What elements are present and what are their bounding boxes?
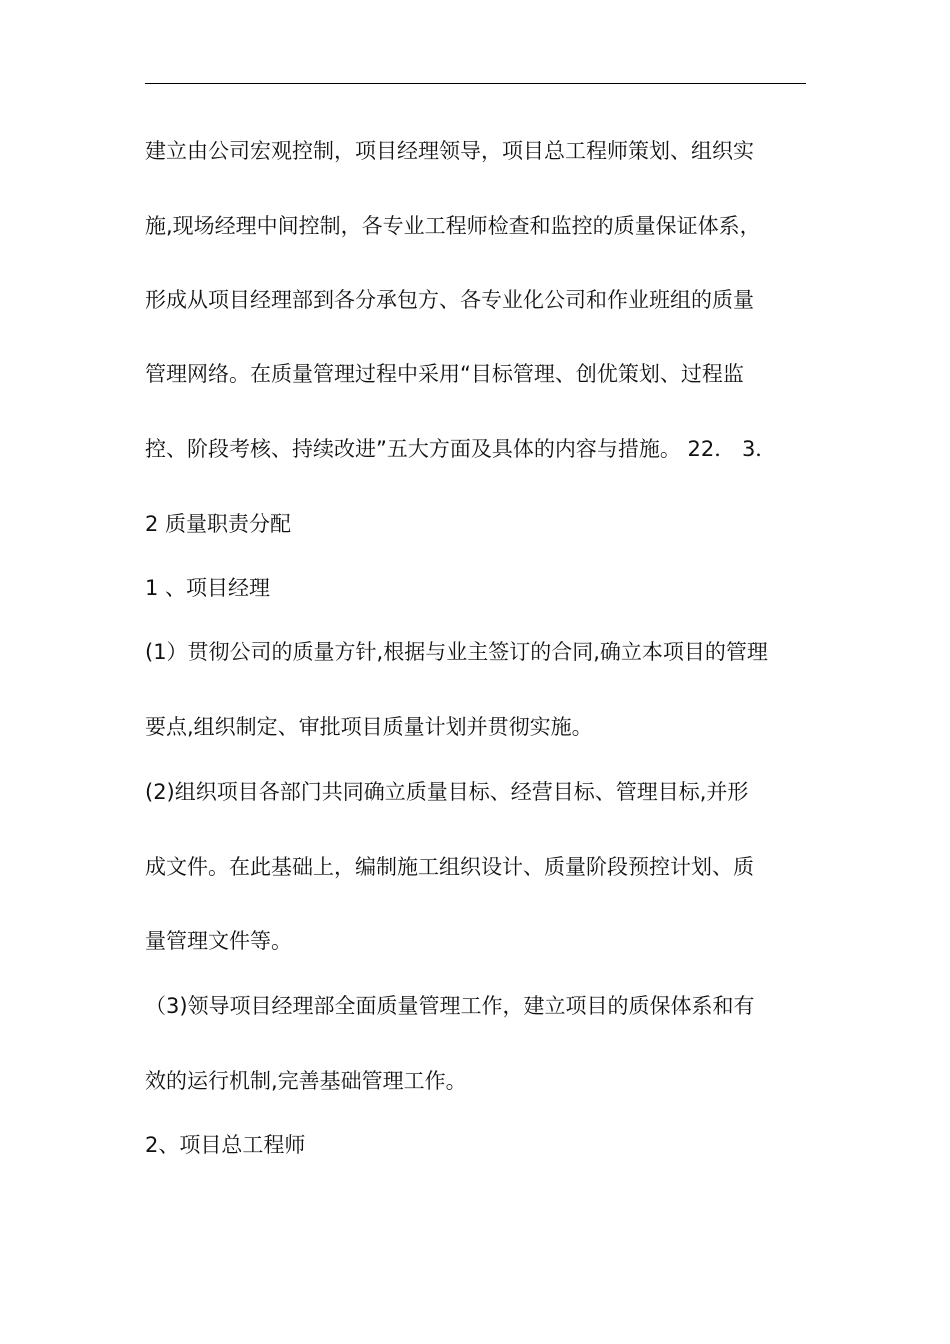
subsection-heading: 1 、项目经理 — [145, 576, 271, 600]
subsection-heading: 2、项目总工程师 — [145, 1133, 306, 1157]
header-rule — [145, 83, 806, 84]
list-item-line: 要点,组织制定、审批项目质量计划并贯彻实施。 — [145, 715, 593, 739]
list-item-line: (2)组织项目各部门共同确立质量目标、经营目标、管理目标,并形 — [145, 780, 749, 804]
list-item-line: （3)领导项目经理部全面质量管理工作，建立项目的质保体系和有 — [145, 994, 755, 1018]
paragraph-line: 形成从项目经理部到各分承包方、各专业化公司和作业班组的质量 — [145, 288, 754, 312]
paragraph-line: 施,现场经理中间控制，各专业工程师检查和监控的质量保证体系， — [145, 214, 761, 238]
paragraph-line: 管理网络。在质量管理过程中采用“目标管理、创优策划、过程监 — [145, 362, 744, 386]
list-item-line: 成文件。在此基础上，编制施工组织设计、质量阶段预控计划、质 — [145, 855, 754, 879]
list-item-line: (1）贯彻公司的质量方针,根据与业主签订的合同,确立本项目的管理 — [145, 640, 768, 664]
list-item-line: 量管理文件等。 — [145, 929, 292, 953]
list-item-line: 效的运行机制,完善基础管理工作。 — [145, 1069, 467, 1093]
paragraph-line: 建立由公司宏观控制，项目经理领导，项目总工程师策划、组织实 — [145, 139, 754, 163]
section-heading: 2 质量职责分配 — [145, 512, 292, 536]
paragraph-line: 控、阶段考核、持续改进”五大方面及具体的内容与措施。 22． 3． — [145, 437, 777, 461]
